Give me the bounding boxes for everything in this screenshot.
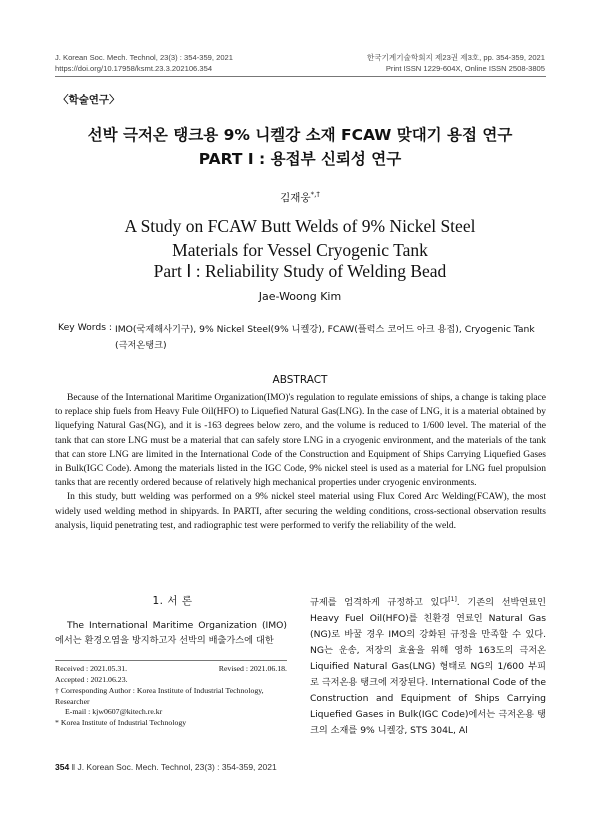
- author-kr-name: 김재웅: [280, 192, 311, 204]
- accepted-date: Accepted : 2021.06.23.: [55, 674, 128, 684]
- page-footer: [55, 762, 277, 772]
- abstract-paragraph-2: In this study, butt welding was performed on a 9% nickel steel material using Flux Cored Arc Welding(FCAW), the most widely used welding method in shipyards. In PARTI, after securing the welding conditions, cross-sectional observation results analysis, liquid penetrating test, and radiographic test were performed to verify the reliability of the weld.: [55, 492, 546, 531]
- footer-separator: ‖: [71, 762, 78, 772]
- title-kr-line2: PART Ⅰ : 용접부 신뢰성 연구: [198, 150, 402, 168]
- footnote-divider: [55, 660, 287, 661]
- revised-date: Revised : 2021.06.18.: [218, 664, 287, 673]
- page-number: 354: [55, 762, 70, 772]
- header-divider: [55, 76, 546, 77]
- journal-citation-kr: 한국기계기술학회지 제23권 제3호, pp. 354-359, 2021: [366, 53, 545, 62]
- title-en-line2: Materials for Vessel Cryogenic Tank: [172, 240, 428, 260]
- title-en-line3: Part Ⅰ : Reliability Study of Welding Bead: [153, 261, 447, 281]
- keywords-text: IMO(국제해사기구), 9% Nickel Steel(9% 니켈강), FCAW(플럭스 코어드 아크 용접), Cryogenic Tank (극저온탱크): [115, 324, 535, 351]
- right-text-pre: 규제를 엄격하게 규정하고 있다: [310, 597, 449, 609]
- article-category: 〈학술연구〉: [58, 94, 120, 106]
- issn-info: Print ISSN 1229-604X, Online ISSN 2508-3805: [385, 64, 545, 73]
- author-kr: [0, 190, 600, 205]
- abstract-title: ABSTRACT: [272, 374, 328, 386]
- footnote-dates: [55, 664, 287, 685]
- intro-paragraph: The International Maritime Organization (IMO)에서는 환경오염을 방지하고자 선박의 배출가스에 대한: [55, 620, 287, 646]
- author-kr-mark: *,†: [310, 190, 320, 199]
- intro-right-column: [310, 592, 546, 739]
- doi-link[interactable]: https://doi.org/10.17958/ksmt.23.3.202106.354: [55, 64, 213, 73]
- running-header-right: [367, 52, 545, 74]
- intro-right-paragraph: [310, 592, 546, 739]
- abstract-body: [55, 391, 546, 533]
- author-en: Jae-Woong Kim: [258, 290, 342, 303]
- running-header-left: [55, 52, 233, 74]
- title-kr-line1: 선박 극저온 탱크용 9% 니켈강 소재 FCAW 맞대기 용접 연구: [87, 126, 513, 144]
- author-email[interactable]: E-mail : kjw0607@kitech.re.kr: [65, 707, 163, 716]
- abstract-paragraph-1: Because of the International Maritime Organization(IMO)'s regulation to regulate emissions of ships, a change is taking place to replace ship fuels from Heavy Fule Oil(HFO) to Liquefied Natural Gas(LNG). In the case of LNG, it is a material obtained by liquefying Natural Gas(NG), and it is -163 degrees below zero, and the volume is reduced to 1/600 level. The material of the tank that can store LNG must be a material that can safely store LNG in a cryogenic environment, and the materials of the tank that can store LNG are limited in the International Code of the Construction and Equipment of Ships Carrying Liquefied Gases in Bulk(IGC Code). Among the materials listed in the IGC Code, 9% nickel steel is used as a material for LNG fuel propulsion tanks that are recently ordered because of relatively high mechanical properties under cryogenic environments.: [55, 393, 546, 489]
- reference-marker[interactable]: [1]: [448, 596, 457, 603]
- footer-citation: J. Korean Soc. Mech. Technol, 23(3) : 354-359, 2021: [77, 762, 277, 772]
- corresponding-author-note: [55, 686, 287, 728]
- received-date: Received : 2021.05.31.: [55, 664, 128, 673]
- affiliation-note: * Korea Institute of Industrial Technology: [55, 717, 187, 727]
- corresponding-author: † Corresponding Author : Korea Institute of Industrial Technology, Researcher: [55, 686, 264, 706]
- journal-citation: J. Korean Soc. Mech. Technol, 23(3) : 354-359, 2021: [55, 53, 233, 62]
- right-text-post: . 기존의 선박연료인 Heavy Fuel Oil(HFO)를 친환경 연료인 Natural Gas (NG)로 바꿀 경우 IMO의 강화된 규정을 만족할 수 있다. NG는 운송, 저장의 효율을 위해 영하 163도의 극저온 Liquified Natural Gas(LNG) 형태로 NG의 1/600 부피로 극저온용 탱크에 저장된다. International Code of the Construction and Equipment of Ships Carrying Liquefied Gases in Bulk(IGC Code)에서는 극저온용 탱크의 소재를 9% 니켈강, STS 304L, Al: [310, 597, 546, 737]
- keywords-label: Key Words :: [58, 322, 112, 333]
- intro-left-column: [55, 619, 287, 648]
- title-en-line1: A Study on FCAW Butt Welds of 9% Nickel Steel: [124, 216, 476, 236]
- section-title-introduction: 1. 서 론: [152, 595, 193, 607]
